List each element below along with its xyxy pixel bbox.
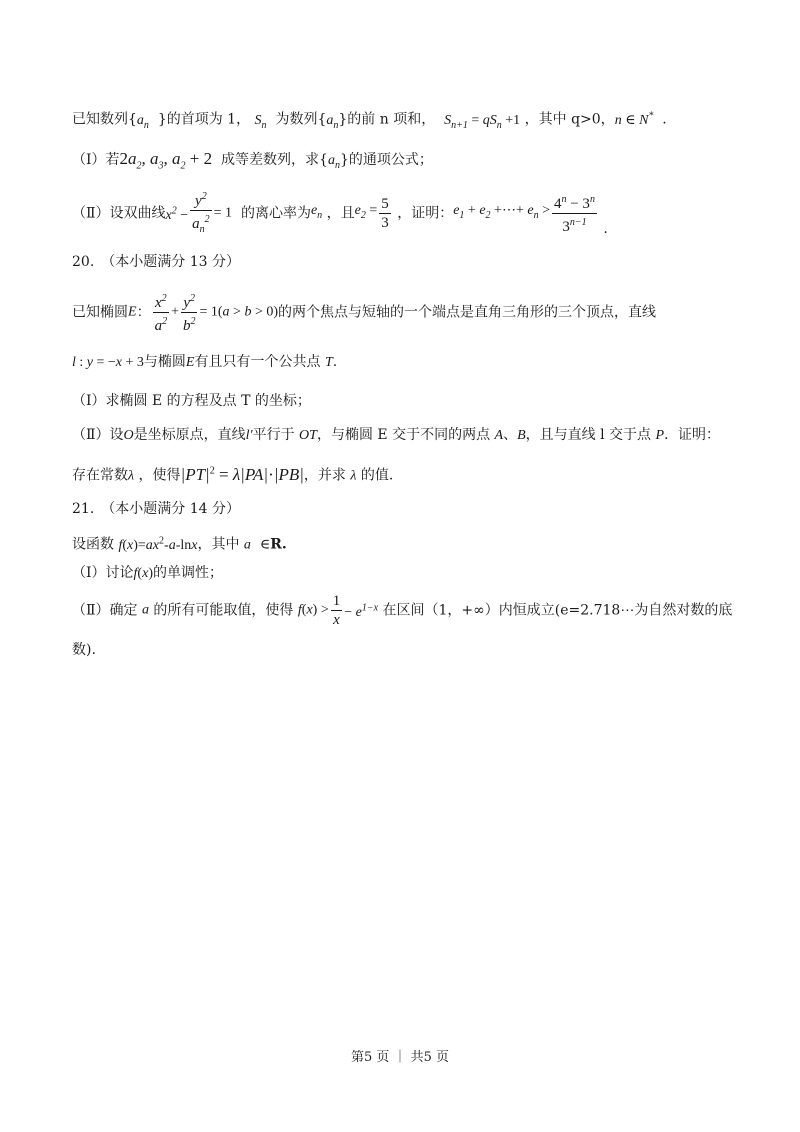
math-recurrence: $S_{n+1} = qS_n +1$ — [444, 112, 521, 131]
q20-intro-text: 的两个焦点与短轴的一个端点是直角三角形的三个顶点，直线 — [278, 304, 656, 321]
math-line-l: l : y = −x + 3 — [72, 355, 144, 370]
math-A-B: A — [494, 428, 504, 443]
q21-part1 — [72, 563, 740, 584]
math-E: E — [128, 304, 137, 320]
q21-part2 — [72, 592, 740, 636]
math-sum-en: $e_1 + e_2$ +⋯+ $e_n$ > — [453, 203, 550, 221]
math-e2: $e_2$ = — [354, 203, 378, 221]
math-frac-1-x: $\frac{1}{x}$ — [332, 593, 341, 628]
q21-header: 21. （本小题满分 14 分） — [72, 501, 240, 517]
q19-part1-label: （Ⅰ）若 — [72, 152, 120, 168]
q20-part1: （Ⅰ）求椭圆 E 的方程及点 T 的坐标； — [72, 393, 311, 409]
math-function-def: $f(x)=ax^2-a$-lnx — [118, 535, 198, 553]
q19-intro-text: 已知数列{ — [72, 111, 137, 128]
q20-part2-text: ，且与直线 l 交于点 — [525, 427, 652, 443]
q20-part2-text: 是坐标原点，直线 — [133, 427, 246, 443]
q21-part1-text: （Ⅰ）讨论 — [72, 565, 134, 581]
math-OT: OT — [299, 428, 317, 443]
math-frac-y2-an2: $\frac{y^2}{a_n^2}$ — [190, 188, 212, 239]
q20-intro-text: 与椭圆 — [143, 354, 186, 370]
q20-intro: 已知椭圆E： $\frac{x^2}{a^2}$ + $\frac{y^2}{b^2}$ = 1(a > b > 0)的两个焦点与短轴的一个端点是直角三角形的三个顶点，直线 — [72, 290, 740, 334]
math-lambda: λ — [128, 468, 135, 484]
math-an: $a_n$ — [326, 112, 339, 131]
math-n-in-N: n ∈ N* — [614, 110, 654, 128]
q21-intro: 设函数 $f(x)=ax^2-a$-lnx，其中 a ∈R. — [72, 535, 287, 553]
math-l-prime: l′ — [245, 428, 253, 443]
math-R: R. — [270, 536, 287, 553]
q20-part2: （Ⅱ）设O是坐标原点，直线l′平行于 OT，与椭圆 E 交于不同的两点 A、B，且与直线 l 交于点 P．证明： — [72, 427, 721, 443]
q21-part1-text: 的单调性； — [152, 565, 223, 581]
math-O: O — [123, 428, 134, 443]
math-PT-equation: $|PT|^2 = \lambda|PA|\cdot|PB|$ — [180, 464, 304, 484]
q20-part2-text: 的值. — [360, 467, 394, 484]
math-frac-4n-3n: $\frac{4^n - 3^n}{3^{n-1}}$ — [552, 191, 597, 236]
math-P: P — [655, 428, 665, 443]
q19-part1-text: }的通项公式； — [339, 152, 433, 168]
math-an: $a_n$ — [327, 153, 340, 171]
math-an: $a_n$ — [136, 112, 149, 131]
math-a-in-R: a — [243, 537, 251, 553]
q19-intro-text: }的前 n 项和， — [338, 111, 436, 128]
q19-intro: 已知数列{$a_n$ }的首项为 1， $S_n$ 为数列$\{a_n\}$的前 n 项和， $S_{n+1} = qS_n +1$ ，其中 q>0，n ∈ N* . — [72, 110, 667, 131]
q20-part2-text: ，使得 — [138, 467, 181, 484]
q20-part2-text: 平行于 — [252, 427, 295, 443]
math-lambda: λ — [350, 468, 357, 484]
q19-part2-label: （Ⅱ）设双曲线 — [72, 205, 166, 222]
q19-part1 — [72, 149, 740, 176]
q19-part2-text: ，证明： — [397, 205, 454, 222]
math-frac-y2-b2: $\frac{y^2}{b^2}$ — [181, 290, 198, 335]
q19-intro-text: }的首项为 1， — [157, 111, 251, 128]
math-en: $e_n$ — [310, 203, 323, 221]
q21-part2-text: 的所有可能取值，使得 — [153, 602, 294, 619]
q20-part2-line2 — [72, 461, 740, 487]
q19-part1-text: 成等差数列，求{ — [221, 152, 328, 168]
q20-part2-text: 存在常数 — [72, 467, 128, 484]
page-footer: 第5 页 ｜ 共5 页 — [350, 1050, 450, 1065]
math-ellipse-cond: = 1(a > b > 0) — [199, 304, 278, 320]
math-sn: $S_n$ — [254, 112, 267, 131]
math-frac-x2-a2: $\frac{x^2}{a^2}$ — [153, 290, 170, 335]
q20-part2-text: ，与椭圆 E 交于不同的两点 — [316, 427, 491, 443]
q20-part2-text: （Ⅱ）设 — [72, 427, 124, 443]
math-e-power: − $e^{1-x}$ — [344, 602, 379, 620]
q21-part2-text: 在区间（1，+∞）内恒成立(e=2.718⋯为自然对数的底 — [382, 602, 733, 619]
q20-intro-text: 已知椭圆 — [72, 304, 128, 321]
q19-part2: （Ⅱ）设双曲线$x^2$ − $\frac{y^2}{a_n^2}$ = 1 的离心率为$e_n$ ，且$e_2$ = $\frac{5}{3}$ ，证明：$e_1 + e_2$ +⋯+ $e_n$ > $\frac{4^n - 3^n}{3^{n-1}}$ . — [72, 188, 740, 232]
q19-intro-text: 为数列{ — [275, 111, 327, 128]
q19-intro-text: ，其中 q>0， — [524, 111, 615, 128]
q19-part2-text: ，且 — [326, 205, 355, 222]
q21-part2-line2: 数). — [72, 642, 96, 658]
q20-header: 20. （本小题满分 13 分） — [72, 254, 240, 270]
math-frac-5-3: $\frac{5}{3}$ — [381, 196, 389, 231]
math-E: E — [185, 355, 195, 370]
math-arith-seq: $2a_2$, $a_3$, $a_2 + 2$ — [119, 149, 213, 172]
math-fx: f(x) — [133, 566, 153, 581]
math-a: a — [141, 602, 149, 618]
math-T: T — [324, 355, 333, 370]
q20-intro-text: 有且只有一个公共点 — [194, 354, 321, 370]
q21-intro-text: 设函数 — [72, 536, 114, 553]
q21-intro-text: ，其中 — [197, 536, 240, 553]
math-fx-gt: f(x) > — [297, 602, 329, 618]
q20-intro-line2: l : y = −x + 3与椭圆E有且只有一个公共点 T. — [72, 354, 338, 370]
math-hyperbola: $x^2$ − — [165, 205, 189, 223]
q19-part2-text: 的离心率为 — [240, 205, 311, 222]
q21-part2-text: （Ⅱ）确定 — [72, 602, 138, 619]
q20-part2-text: ，并求 — [303, 467, 346, 484]
q20-part2-text: ．证明： — [664, 427, 721, 443]
